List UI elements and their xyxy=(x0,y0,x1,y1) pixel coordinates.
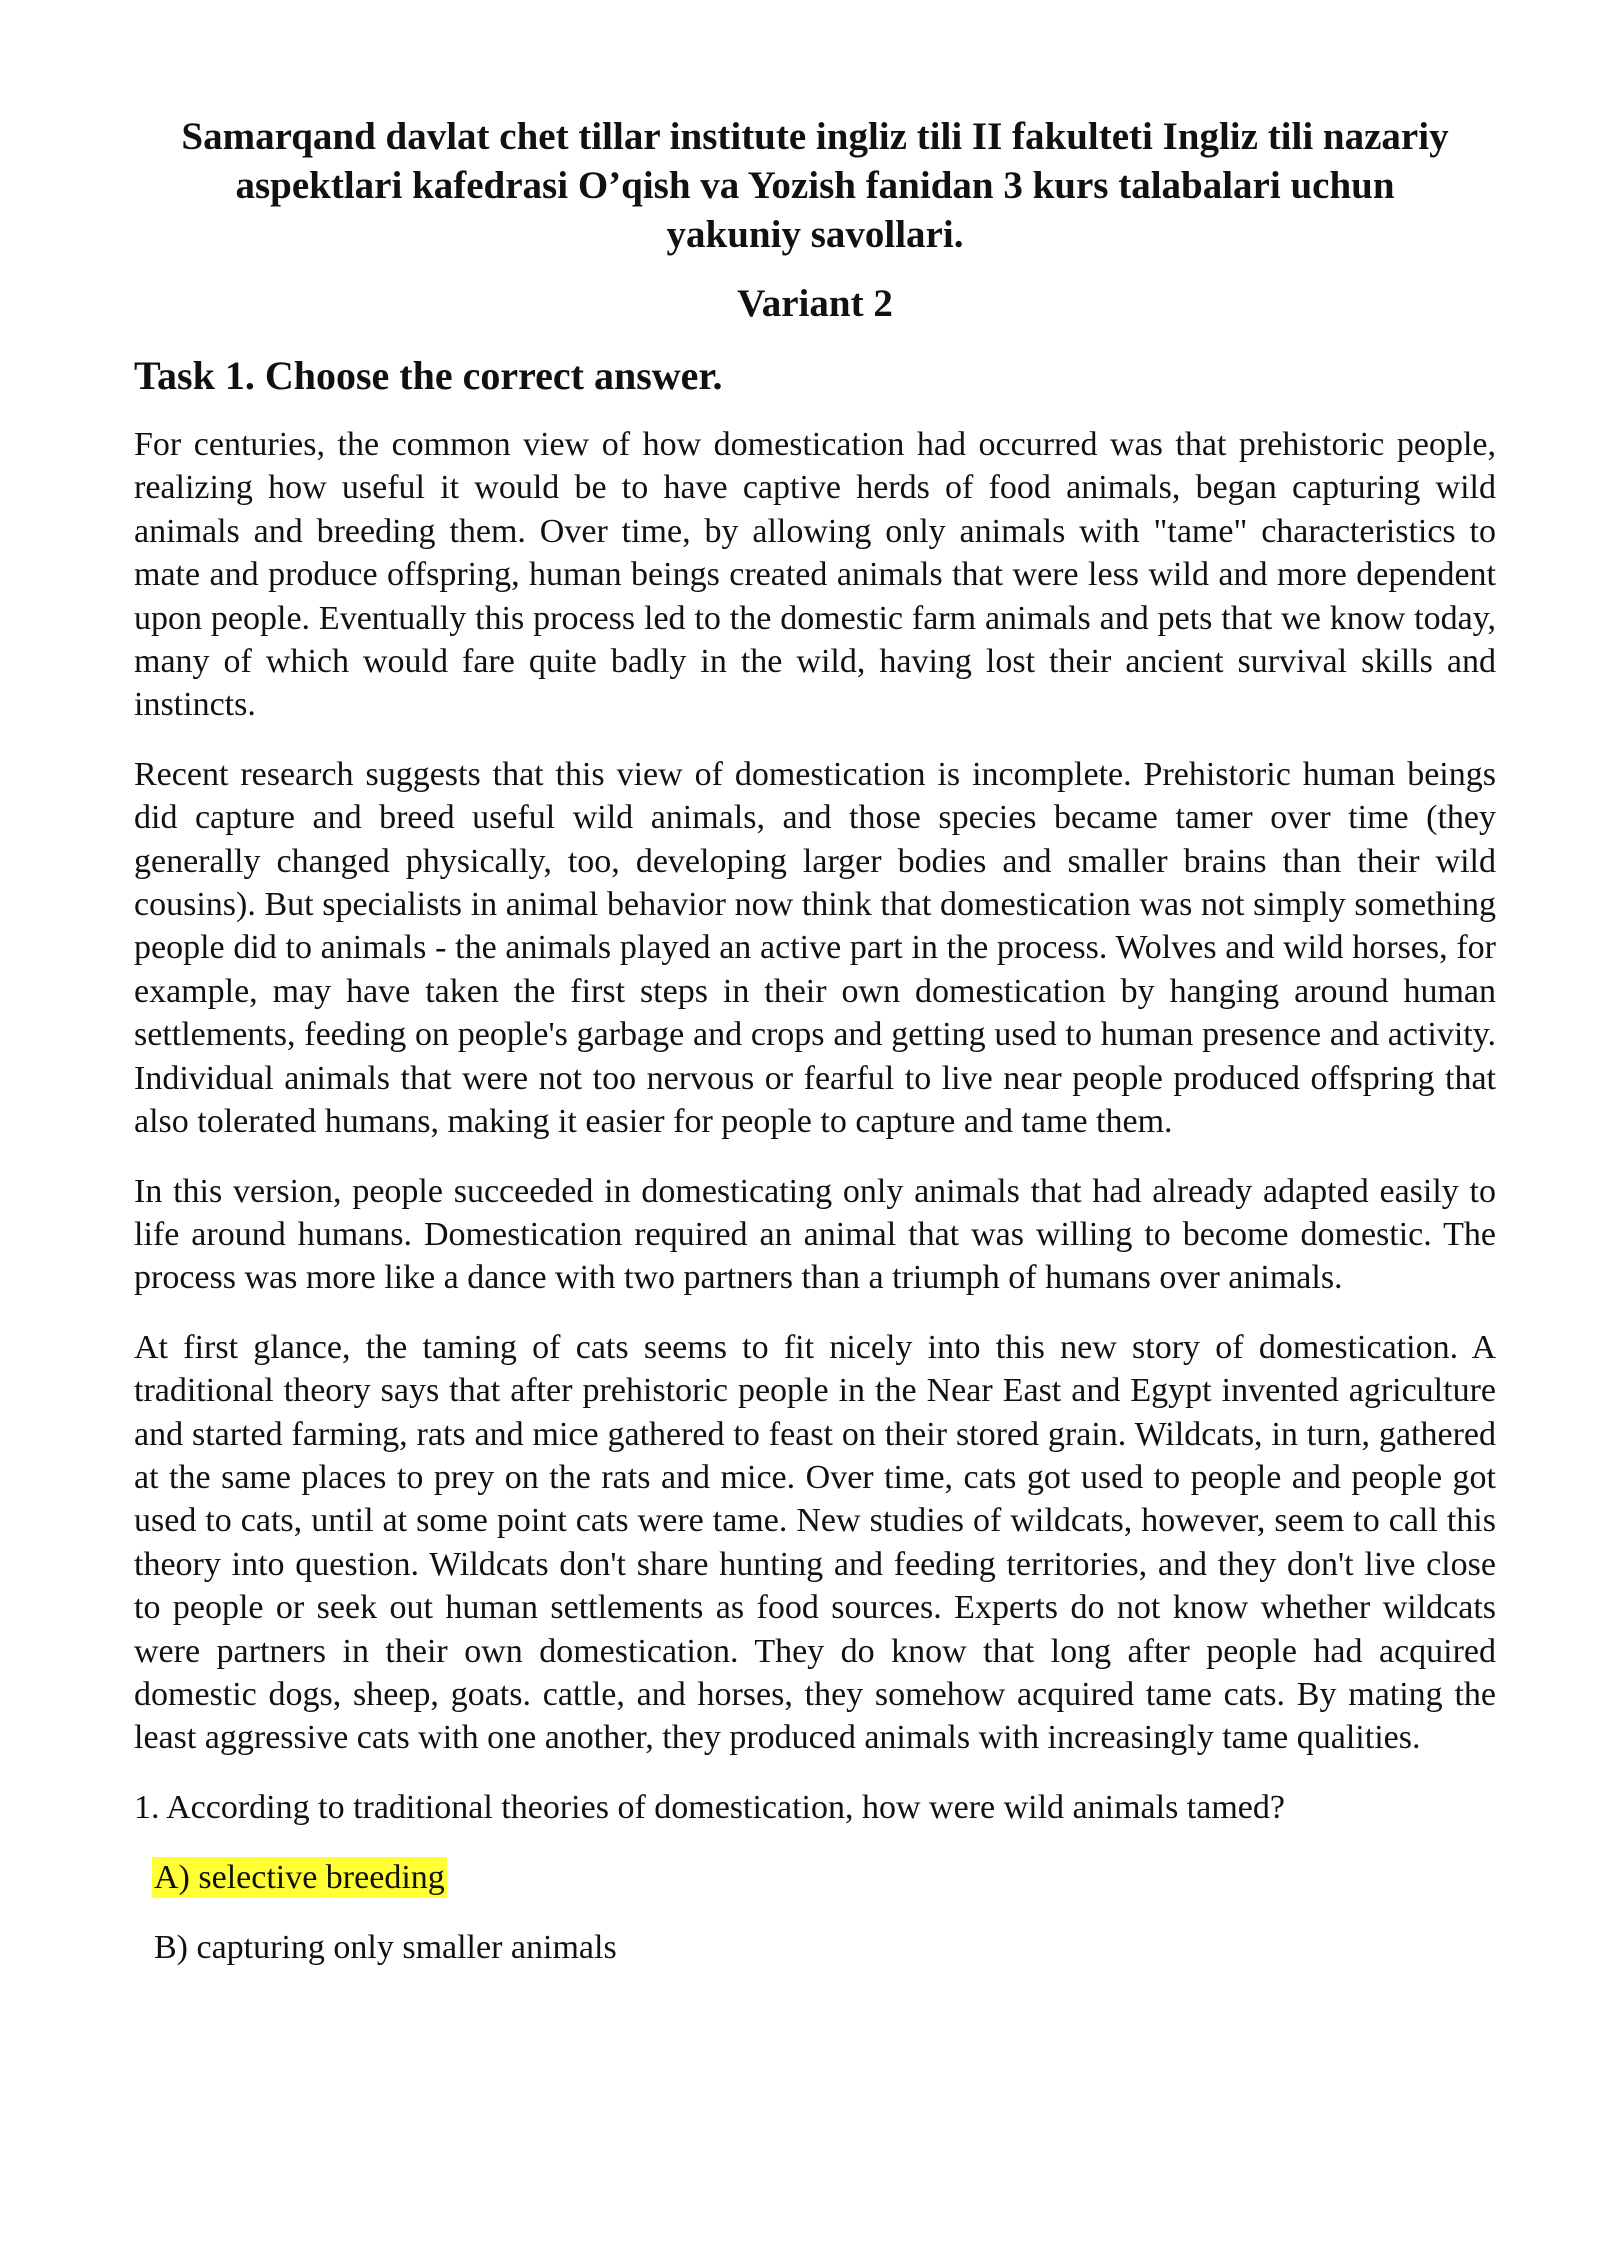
answer-option-b-label: B) capturing only smaller animals xyxy=(154,1928,617,1966)
passage-paragraph: At first glance, the taming of cats seems to fit nicely into this new story of domestication. A traditional theory says that after prehistoric people in the Near East and Egypt invented agriculture and started farming, rats and mice gathered to feast on their stored grain. Wildcats, in turn, gathered at the same places to prey on the rats and mice. Over time, cats got used to people and people got used to cats, until at some point cats were tame. New studies of wildcats, however, seem to call this theory into question. Wildcats don't share hunting and feeding territories, and they don't live close to people or seek out human settlements as food sources. Experts do not know whether wildcats were partners in their own domestication. They do know that long after people had acquired domestic dogs, sheep, goats. cattle, and horses, they somehow acquired tame cats. By mating the least aggressive cats with one another, they produced animals with increasingly tame qualities. xyxy=(134,1328,1496,1757)
passage-paragraph: In this version, people succeeded in domesticating only animals that had already adapted easily to life around humans. Domestication required an animal that was willing to become domestic. The process was more like a dance with two partners than a triumph of humans over animals. xyxy=(134,1172,1496,1297)
answer-option-a xyxy=(152,1856,1496,1900)
passage-paragraph: Recent research suggests that this view of domestication is incomplete. Prehistoric human beings did capture and breed useful wild animals, and those species became tamer over time (they generally changed physically, too, developing larger bodies and smaller brains than their wild cousins). But specialists in animal behavior now think that domestication was not simply something people did to animals - the animals played an active part in the process. Wolves and wild horses, for example, may have taken the first steps in their own domestication by hanging around human settlements, feeding on people's garbage and crops and getting used to human presence and activity. Individual animals that were not too nervous or fearful to live near people produced offspring that also tolerated humans, making it easier for people to capture and tame them. xyxy=(134,755,1496,1141)
document-title: Samarqand davlat chet tillar institute ingliz tili II fakulteti Ingliz tili nazariy aspektlari kafedrasi O’qish va Yozish fanidan 3 kurs talabalari uchun yakuniy savollari. xyxy=(181,115,1449,256)
passage-paragraph: For centuries, the common view of how domestication had occurred was that prehistoric people, realizing how useful it would be to have captive herds of food animals, began capturing wild animals and breeding them. Over time, by allowing only animals with "tame" characteristics to mate and produce offspring, human beings created animals that were less wild and more dependent upon people. Eventually this process led to the domestic farm animals and pets that we know today, many of which would fare quite badly in the wild, having lost their ancient survival skills and instincts. xyxy=(134,426,1496,724)
task-heading: Task 1. Choose the correct answer. xyxy=(134,353,723,398)
answer-option-b xyxy=(152,1926,1496,1970)
answer-option-a-label: A) selective breeding xyxy=(154,1858,445,1896)
answer-options xyxy=(152,1856,1496,1970)
reading-passage xyxy=(134,423,1496,1760)
question-text: 1. According to traditional theories of domestication, how were wild animals tamed? xyxy=(134,1788,1285,1826)
variant-heading: Variant 2 xyxy=(737,282,893,325)
